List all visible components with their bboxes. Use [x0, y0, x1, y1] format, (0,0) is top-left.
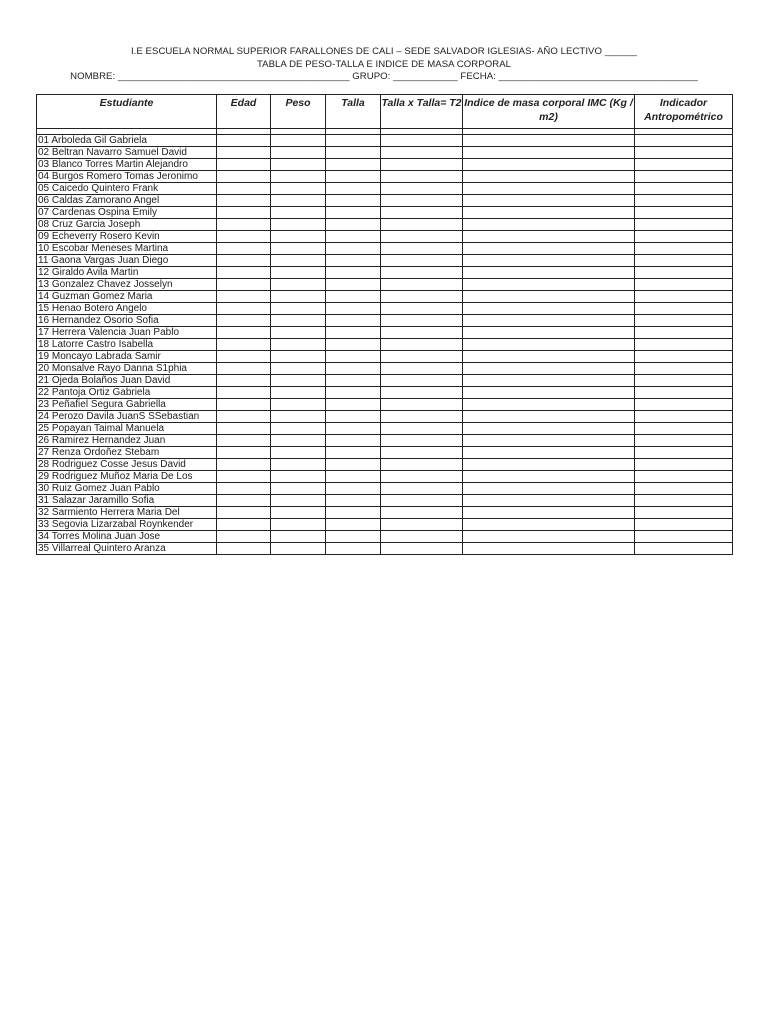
edad-cell [217, 483, 271, 495]
indicador-cell [635, 351, 733, 363]
table-title-line: TABLA DE PESO-TALLA E INDICE DE MASA CORPORAL [256, 58, 512, 70]
imc-cell [463, 519, 635, 531]
indicador-cell [635, 303, 733, 315]
talla-cell [326, 471, 381, 483]
peso-cell [271, 279, 326, 291]
imc-cell [463, 399, 635, 411]
talla-squared-cell [381, 159, 463, 171]
imc-cell [463, 483, 635, 495]
edad-cell [217, 159, 271, 171]
talla-cell [326, 315, 381, 327]
talla-squared-cell [381, 171, 463, 183]
peso-cell [271, 375, 326, 387]
table-row [37, 183, 733, 195]
indicador-cell [635, 207, 733, 219]
talla-squared-cell [381, 219, 463, 231]
edad-cell [217, 495, 271, 507]
school-title-line: I.E ESCUELA NORMAL SUPERIOR FARALLONES DE CALI – SEDE SALVADOR IGLESIAS- AÑO LECTIVO ______ [130, 46, 638, 57]
talla-squared-cell [381, 507, 463, 519]
peso-cell [271, 447, 326, 459]
student-name-cell: 19 Moncayo Labrada Samir [37, 351, 217, 363]
student-name-cell: 35 Villarreal Quintero Aranza [37, 543, 217, 555]
talla-squared-cell [381, 399, 463, 411]
imc-cell [463, 291, 635, 303]
imc-cell [463, 279, 635, 291]
table-row [37, 435, 733, 447]
column-header-peso: Peso [271, 95, 326, 129]
edad-cell [217, 147, 271, 159]
talla-squared-cell [381, 411, 463, 423]
edad-cell [217, 291, 271, 303]
indicador-cell [635, 399, 733, 411]
peso-cell [271, 231, 326, 243]
talla-cell [326, 483, 381, 495]
peso-cell [271, 135, 326, 147]
talla-cell [326, 363, 381, 375]
student-name-cell: 11 Gaona Vargas Juan Diego [37, 255, 217, 267]
indicador-cell [635, 363, 733, 375]
edad-cell [217, 363, 271, 375]
talla-squared-cell [381, 531, 463, 543]
imc-cell [463, 195, 635, 207]
talla-squared-cell [381, 351, 463, 363]
peso-cell [271, 315, 326, 327]
table-row [37, 543, 733, 555]
student-name-cell: 01 Arboleda Gil Gabriela [37, 135, 217, 147]
column-header-talla: Talla [326, 95, 381, 129]
imc-cell [463, 447, 635, 459]
edad-cell [217, 231, 271, 243]
talla-squared-cell [381, 387, 463, 399]
student-name-cell: 03 Blanco Torres Martin Alejandro [37, 159, 217, 171]
imc-cell [463, 315, 635, 327]
student-name-cell: 28 Rodriguez Cosse Jesus David [37, 459, 217, 471]
peso-cell [271, 303, 326, 315]
talla-squared-cell [381, 363, 463, 375]
talla-squared-cell [381, 339, 463, 351]
talla-cell [326, 195, 381, 207]
student-name-cell: 34 Torres Molina Juan Jose [37, 531, 217, 543]
imc-cell [463, 171, 635, 183]
indicador-cell [635, 279, 733, 291]
talla-squared-cell [381, 267, 463, 279]
edad-cell [217, 543, 271, 555]
imc-cell [463, 459, 635, 471]
talla-cell [326, 543, 381, 555]
peso-cell [271, 363, 326, 375]
table-row [37, 291, 733, 303]
table-row [37, 339, 733, 351]
talla-squared-cell [381, 327, 463, 339]
peso-cell [271, 327, 326, 339]
peso-cell [271, 255, 326, 267]
column-header-estudiante: Estudiante [37, 95, 217, 129]
student-name-cell: 02 Beltran Navarro Samuel David [37, 147, 217, 159]
imc-cell [463, 351, 635, 363]
indicador-cell [635, 471, 733, 483]
table-row [37, 219, 733, 231]
talla-cell [326, 339, 381, 351]
table-row [37, 351, 733, 363]
column-header-indicador: Indicador Antropométrico [635, 95, 733, 129]
peso-cell [271, 171, 326, 183]
peso-cell [271, 387, 326, 399]
imc-cell [463, 231, 635, 243]
imc-cell [463, 147, 635, 159]
talla-squared-cell [381, 243, 463, 255]
indicador-cell [635, 291, 733, 303]
indicador-cell [635, 411, 733, 423]
student-name-cell: 09 Echeverry Rosero Kevin [37, 231, 217, 243]
talla-squared-cell [381, 375, 463, 387]
edad-cell [217, 171, 271, 183]
peso-cell [271, 507, 326, 519]
indicador-cell [635, 495, 733, 507]
table-row [37, 303, 733, 315]
student-name-cell: 13 Gonzalez Chavez Josselyn [37, 279, 217, 291]
edad-cell [217, 315, 271, 327]
peso-cell [271, 435, 326, 447]
edad-cell [217, 507, 271, 519]
table-row [37, 507, 733, 519]
edad-cell [217, 243, 271, 255]
talla-squared-cell [381, 183, 463, 195]
talla-cell [326, 147, 381, 159]
imc-cell [463, 507, 635, 519]
talla-cell [326, 507, 381, 519]
talla-cell [326, 435, 381, 447]
table-row [37, 195, 733, 207]
peso-cell [271, 411, 326, 423]
imc-cell [463, 495, 635, 507]
table-row [37, 315, 733, 327]
student-name-cell: 15 Henao Botero Angelo [37, 303, 217, 315]
indicador-cell [635, 531, 733, 543]
edad-cell [217, 387, 271, 399]
talla-squared-cell [381, 519, 463, 531]
table-row [37, 411, 733, 423]
indicador-cell [635, 507, 733, 519]
talla-cell [326, 135, 381, 147]
talla-squared-cell [381, 195, 463, 207]
talla-cell [326, 411, 381, 423]
peso-cell [271, 483, 326, 495]
edad-cell [217, 279, 271, 291]
peso-cell [271, 207, 326, 219]
bmi-table [36, 94, 733, 555]
imc-cell [463, 327, 635, 339]
name-group-date-line: NOMBRE: ___________________________________________ GRUPO: ____________ FECHA: _____________________________________ [70, 71, 698, 82]
talla-squared-cell [381, 279, 463, 291]
student-name-cell: 27 Renza Ordoñez Stebam [37, 447, 217, 459]
peso-cell [271, 423, 326, 435]
indicador-cell [635, 519, 733, 531]
edad-cell [217, 399, 271, 411]
indicador-cell [635, 423, 733, 435]
student-name-cell: 16 Hernandez Osorio Sofia [37, 315, 217, 327]
table-row [37, 459, 733, 471]
edad-cell [217, 447, 271, 459]
indicador-cell [635, 387, 733, 399]
table-row [37, 327, 733, 339]
peso-cell [271, 339, 326, 351]
talla-cell [326, 279, 381, 291]
edad-cell [217, 183, 271, 195]
student-name-cell: 26 Ramirez Hernandez Juan [37, 435, 217, 447]
table-row [37, 531, 733, 543]
indicador-cell [635, 255, 733, 267]
talla-cell [326, 399, 381, 411]
edad-cell [217, 423, 271, 435]
student-name-cell: 20 Monsalve Rayo Danna S1phia [37, 363, 217, 375]
indicador-cell [635, 435, 733, 447]
student-name-cell: 12 Giraldo Avila Martin [37, 267, 217, 279]
peso-cell [271, 495, 326, 507]
edad-cell [217, 195, 271, 207]
student-name-cell: 29 Rodriguez Muñoz Maria De Los [37, 471, 217, 483]
student-name-cell: 14 Guzman Gomez Maria [37, 291, 217, 303]
imc-cell [463, 471, 635, 483]
column-header-talla-x-talla: Talla x Talla= T2 [381, 95, 463, 129]
edad-cell [217, 435, 271, 447]
indicador-cell [635, 183, 733, 195]
table-header-row [37, 95, 733, 129]
talla-cell [326, 447, 381, 459]
table-row [37, 471, 733, 483]
column-header-edad: Edad [217, 95, 271, 129]
student-name-cell: 05 Caicedo Quintero Frank [37, 183, 217, 195]
indicador-cell [635, 195, 733, 207]
indicador-cell [635, 543, 733, 555]
peso-cell [271, 471, 326, 483]
student-name-cell: 25 Popayan Taimal Manuela [37, 423, 217, 435]
imc-cell [463, 339, 635, 351]
student-name-cell: 07 Cardenas Ospina Emily [37, 207, 217, 219]
indicador-cell [635, 135, 733, 147]
talla-squared-cell [381, 435, 463, 447]
peso-cell [271, 399, 326, 411]
imc-cell [463, 531, 635, 543]
student-name-cell: 21 Ojeda Bolaños Juan David [37, 375, 217, 387]
talla-squared-cell [381, 471, 463, 483]
table-row [37, 255, 733, 267]
peso-cell [271, 519, 326, 531]
indicador-cell [635, 483, 733, 495]
edad-cell [217, 135, 271, 147]
edad-cell [217, 327, 271, 339]
talla-cell [326, 159, 381, 171]
table-row [37, 267, 733, 279]
talla-cell [326, 291, 381, 303]
student-name-cell: 08 Cruz Garcia Joseph [37, 219, 217, 231]
talla-squared-cell [381, 207, 463, 219]
imc-cell [463, 411, 635, 423]
table-row [37, 519, 733, 531]
imc-cell [463, 387, 635, 399]
indicador-cell [635, 315, 733, 327]
talla-cell [326, 351, 381, 363]
student-name-cell: 22 Pantoja Ortiz Gabriela [37, 387, 217, 399]
student-name-cell: 04 Burgos Romero Tomas Jeronimo [37, 171, 217, 183]
talla-cell [326, 519, 381, 531]
imc-cell [463, 363, 635, 375]
column-header-imc: Indice de masa corporal IMC (Kg / m2) [463, 95, 635, 129]
indicador-cell [635, 375, 733, 387]
indicador-cell [635, 243, 733, 255]
student-name-cell: 33 Segovia Lizarzabal Roynkender [37, 519, 217, 531]
talla-squared-cell [381, 303, 463, 315]
talla-cell [326, 231, 381, 243]
imc-cell [463, 303, 635, 315]
imc-cell [463, 267, 635, 279]
talla-squared-cell [381, 495, 463, 507]
peso-cell [271, 351, 326, 363]
imc-cell [463, 543, 635, 555]
talla-cell [326, 459, 381, 471]
talla-cell [326, 387, 381, 399]
imc-cell [463, 243, 635, 255]
table-row [37, 423, 733, 435]
indicador-cell [635, 219, 733, 231]
edad-cell [217, 219, 271, 231]
indicador-cell [635, 327, 733, 339]
peso-cell [271, 219, 326, 231]
talla-cell [326, 255, 381, 267]
talla-cell [326, 531, 381, 543]
edad-cell [217, 339, 271, 351]
edad-cell [217, 411, 271, 423]
imc-cell [463, 375, 635, 387]
peso-cell [271, 459, 326, 471]
indicador-cell [635, 267, 733, 279]
edad-cell [217, 375, 271, 387]
edad-cell [217, 459, 271, 471]
talla-squared-cell [381, 147, 463, 159]
indicador-cell [635, 447, 733, 459]
talla-cell [326, 171, 381, 183]
peso-cell [271, 159, 326, 171]
student-name-cell: 32 Sarmiento Herrera Maria Del [37, 507, 217, 519]
talla-squared-cell [381, 543, 463, 555]
student-name-cell: 23 Peñafiel Segura Gabriella [37, 399, 217, 411]
peso-cell [271, 243, 326, 255]
student-name-cell: 06 Caldas Zamorano Angel [37, 195, 217, 207]
table-row [37, 399, 733, 411]
table-row [37, 363, 733, 375]
indicador-cell [635, 339, 733, 351]
edad-cell [217, 207, 271, 219]
table-row [37, 171, 733, 183]
edad-cell [217, 255, 271, 267]
talla-squared-cell [381, 315, 463, 327]
talla-squared-cell [381, 459, 463, 471]
imc-cell [463, 435, 635, 447]
talla-cell [326, 183, 381, 195]
edad-cell [217, 351, 271, 363]
student-name-cell: 17 Herrera Valencia Juan Pablo [37, 327, 217, 339]
talla-cell [326, 375, 381, 387]
edad-cell [217, 267, 271, 279]
table-row [37, 231, 733, 243]
imc-cell [463, 183, 635, 195]
talla-cell [326, 303, 381, 315]
imc-cell [463, 255, 635, 267]
edad-cell [217, 531, 271, 543]
imc-cell [463, 219, 635, 231]
talla-squared-cell [381, 447, 463, 459]
imc-cell [463, 135, 635, 147]
student-name-cell: 10 Escobar Meneses Martina [37, 243, 217, 255]
student-name-cell: 31 Salazar Jaramillo Sofia [37, 495, 217, 507]
table-row [37, 147, 733, 159]
talla-squared-cell [381, 483, 463, 495]
talla-squared-cell [381, 135, 463, 147]
talla-cell [326, 423, 381, 435]
table-row [37, 387, 733, 399]
indicador-cell [635, 147, 733, 159]
peso-cell [271, 531, 326, 543]
table-row [37, 279, 733, 291]
talla-cell [326, 327, 381, 339]
imc-cell [463, 207, 635, 219]
edad-cell [217, 303, 271, 315]
indicador-cell [635, 171, 733, 183]
table-row [37, 375, 733, 387]
indicador-cell [635, 459, 733, 471]
talla-squared-cell [381, 291, 463, 303]
peso-cell [271, 195, 326, 207]
talla-squared-cell [381, 255, 463, 267]
talla-cell [326, 267, 381, 279]
imc-cell [463, 159, 635, 171]
student-name-cell: 18 Latorre Castro Isabella [37, 339, 217, 351]
table-row [37, 243, 733, 255]
table-row [37, 207, 733, 219]
edad-cell [217, 519, 271, 531]
talla-squared-cell [381, 423, 463, 435]
table-row [37, 135, 733, 147]
student-name-cell: 24 Perozo Davila JuanS SSebastian [37, 411, 217, 423]
talla-cell [326, 219, 381, 231]
peso-cell [271, 267, 326, 279]
talla-cell [326, 495, 381, 507]
peso-cell [271, 543, 326, 555]
indicador-cell [635, 231, 733, 243]
peso-cell [271, 291, 326, 303]
peso-cell [271, 147, 326, 159]
table-row [37, 483, 733, 495]
table-row [37, 159, 733, 171]
document-header [36, 46, 732, 84]
table-row [37, 447, 733, 459]
talla-cell [326, 207, 381, 219]
peso-cell [271, 183, 326, 195]
student-name-cell: 30 Ruiz Gomez Juan Pablo [37, 483, 217, 495]
edad-cell [217, 471, 271, 483]
talla-cell [326, 243, 381, 255]
imc-cell [463, 423, 635, 435]
talla-squared-cell [381, 231, 463, 243]
table-row [37, 495, 733, 507]
indicador-cell [635, 159, 733, 171]
